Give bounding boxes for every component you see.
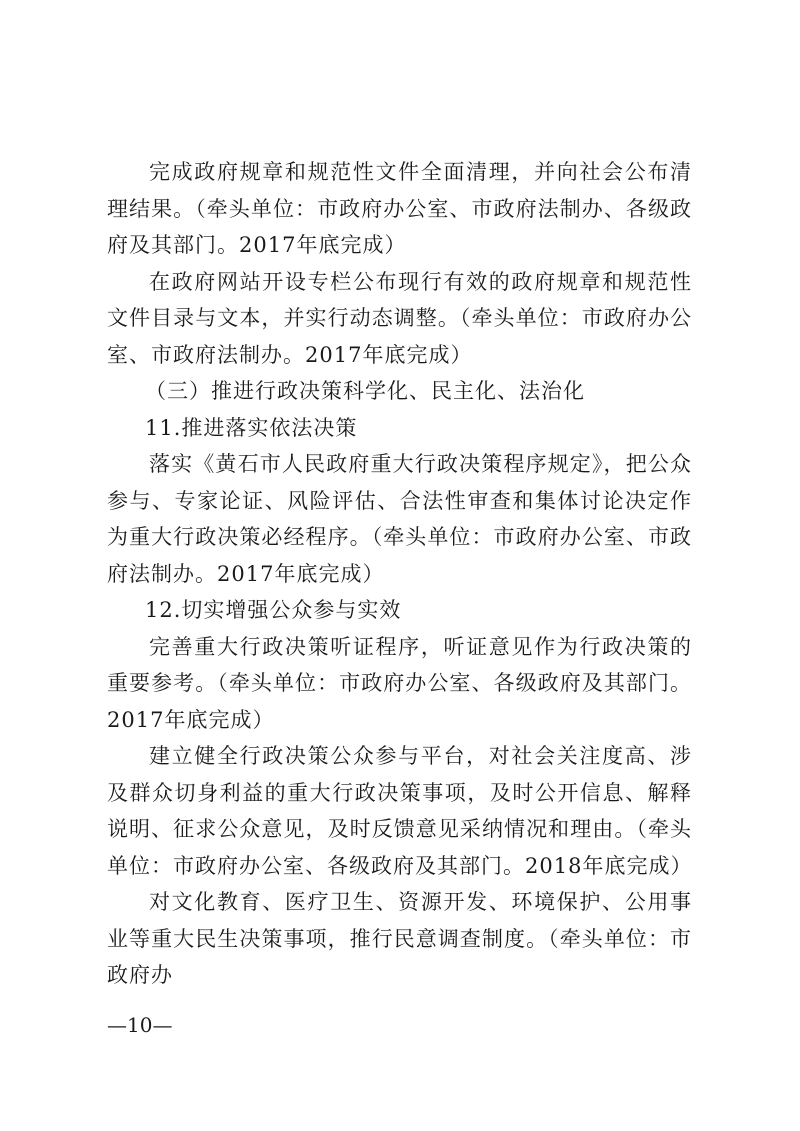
paragraph-participation-platform: 建立健全行政决策公众参与平台，对社会关注度高、涉及群众切身利益的重大行政决策事项，及时公开信息、解释说明、征求公众意见，及时反馈意见采纳情况和理由。（牵头单位：市政府办公室、各级政府及其部门。2018年底完成） [107, 744, 693, 878]
document-body [107, 154, 692, 994]
paragraph-website-column: 在政府网站开设专栏公布现行有效的政府规章和规范性文件目录与文本，并实行动态调整。（牵头单位：市政府办公室、市政府法制办。2017年底完成） [107, 269, 692, 367]
paragraph-decision-procedure: 落实《黄石市人民政府重大行政决策程序规定》，把公众参与、专家论证、风险评估、合法性审查和集体讨论决定作为重大行政决策必经程序。（牵头单位：市政府办公室、市政府法制办。2017年底完成） [107, 452, 692, 586]
paragraph-opinion-survey: 对文化教育、医疗卫生、资源开发、环境保护、公用事业等重大民生决策事项，推行民意调查制度。（牵头单位：市政府办 [107, 890, 692, 987]
section-heading-decision-making: （三）推进行政决策科学化、民主化、法治化 [145, 379, 585, 403]
paragraph-regulation-cleanup: 完成政府规章和规范性文件全面清理，并向社会公布清理结果。（牵头单位：市政府办公室、市政府法制办、各级政府及其部门。2017年底完成） [107, 160, 692, 257]
subheading-public-participation: 12.切实增强公众参与实效 [145, 598, 402, 622]
page-number: —10— [107, 1013, 173, 1037]
subheading-lawful-decision: 11.推进落实依法决策 [145, 415, 358, 440]
paragraph-hearing-procedure: 完善重大行政决策听证程序，听证意见作为行政决策的重要参考。（牵头单位：市政府办公室、各级政府及其部门。2017年底完成） [107, 634, 692, 732]
